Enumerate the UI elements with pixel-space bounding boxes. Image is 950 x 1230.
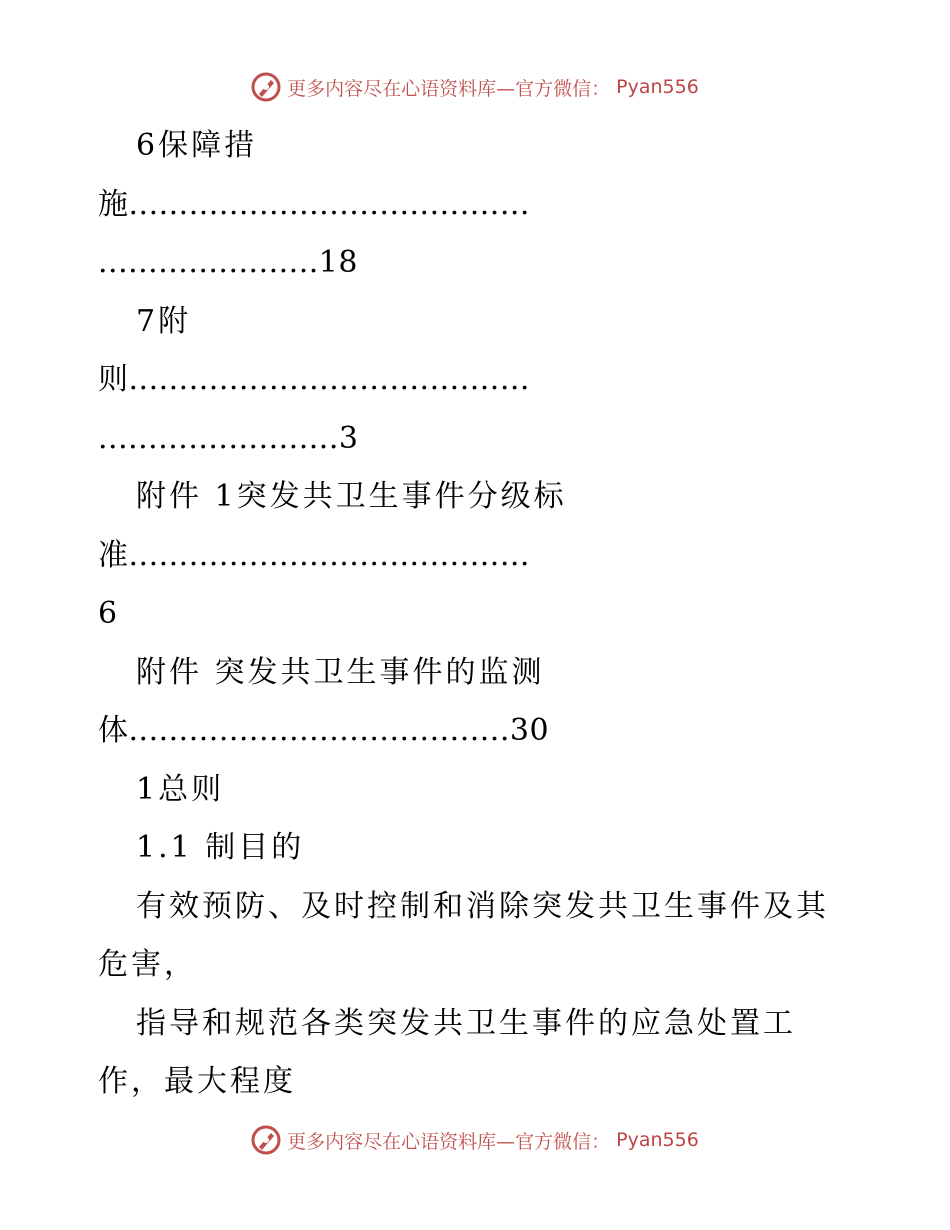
pen-logo-icon — [251, 1125, 281, 1155]
paragraph-line-1: 有效预防、及时控制和消除突发共卫生事件及其 — [136, 888, 829, 924]
toc-line-1: 6保障措 — [136, 128, 258, 163]
document-body — [98, 117, 858, 1112]
watermark-text: 更多内容尽在心语资料库—官方微信： — [287, 77, 611, 100]
toc-line-4: 7附 — [136, 303, 192, 339]
watermark-account: Pyan556 — [616, 1129, 699, 1151]
toc-line-3: ......................18 — [98, 245, 358, 280]
toc-line-9: 6 — [98, 596, 121, 631]
pen-logo-icon — [251, 72, 281, 102]
header-watermark — [0, 72, 950, 102]
footer-watermark — [0, 1125, 950, 1155]
toc-line-7: 附件 1突发共卫生事件分级标 — [136, 479, 567, 514]
toc-line-10: 附件 突发共卫生事件的监测 — [136, 654, 545, 690]
subsection-heading: 1.1 制目的 — [136, 830, 305, 865]
paragraph-line-2: 危害， — [98, 947, 197, 982]
watermark-text: 更多内容尽在心语资料库—官方微信： — [287, 1130, 611, 1153]
section-heading: 1总则 — [136, 771, 225, 807]
watermark-account: Pyan556 — [616, 76, 699, 98]
paragraph-line-4: 作，最大程度 — [98, 1064, 296, 1099]
toc-line-8: 准........................................ — [98, 537, 530, 573]
toc-line-5: 则........................................ — [98, 362, 530, 397]
toc-line-6: ........................3 — [98, 420, 359, 456]
toc-line-11: 体......................................30 — [98, 713, 550, 748]
paragraph-line-3: 指导和规范各类突发共卫生事件的应急处置工 — [136, 1005, 796, 1041]
toc-line-2: 施........................................ — [98, 186, 530, 222]
